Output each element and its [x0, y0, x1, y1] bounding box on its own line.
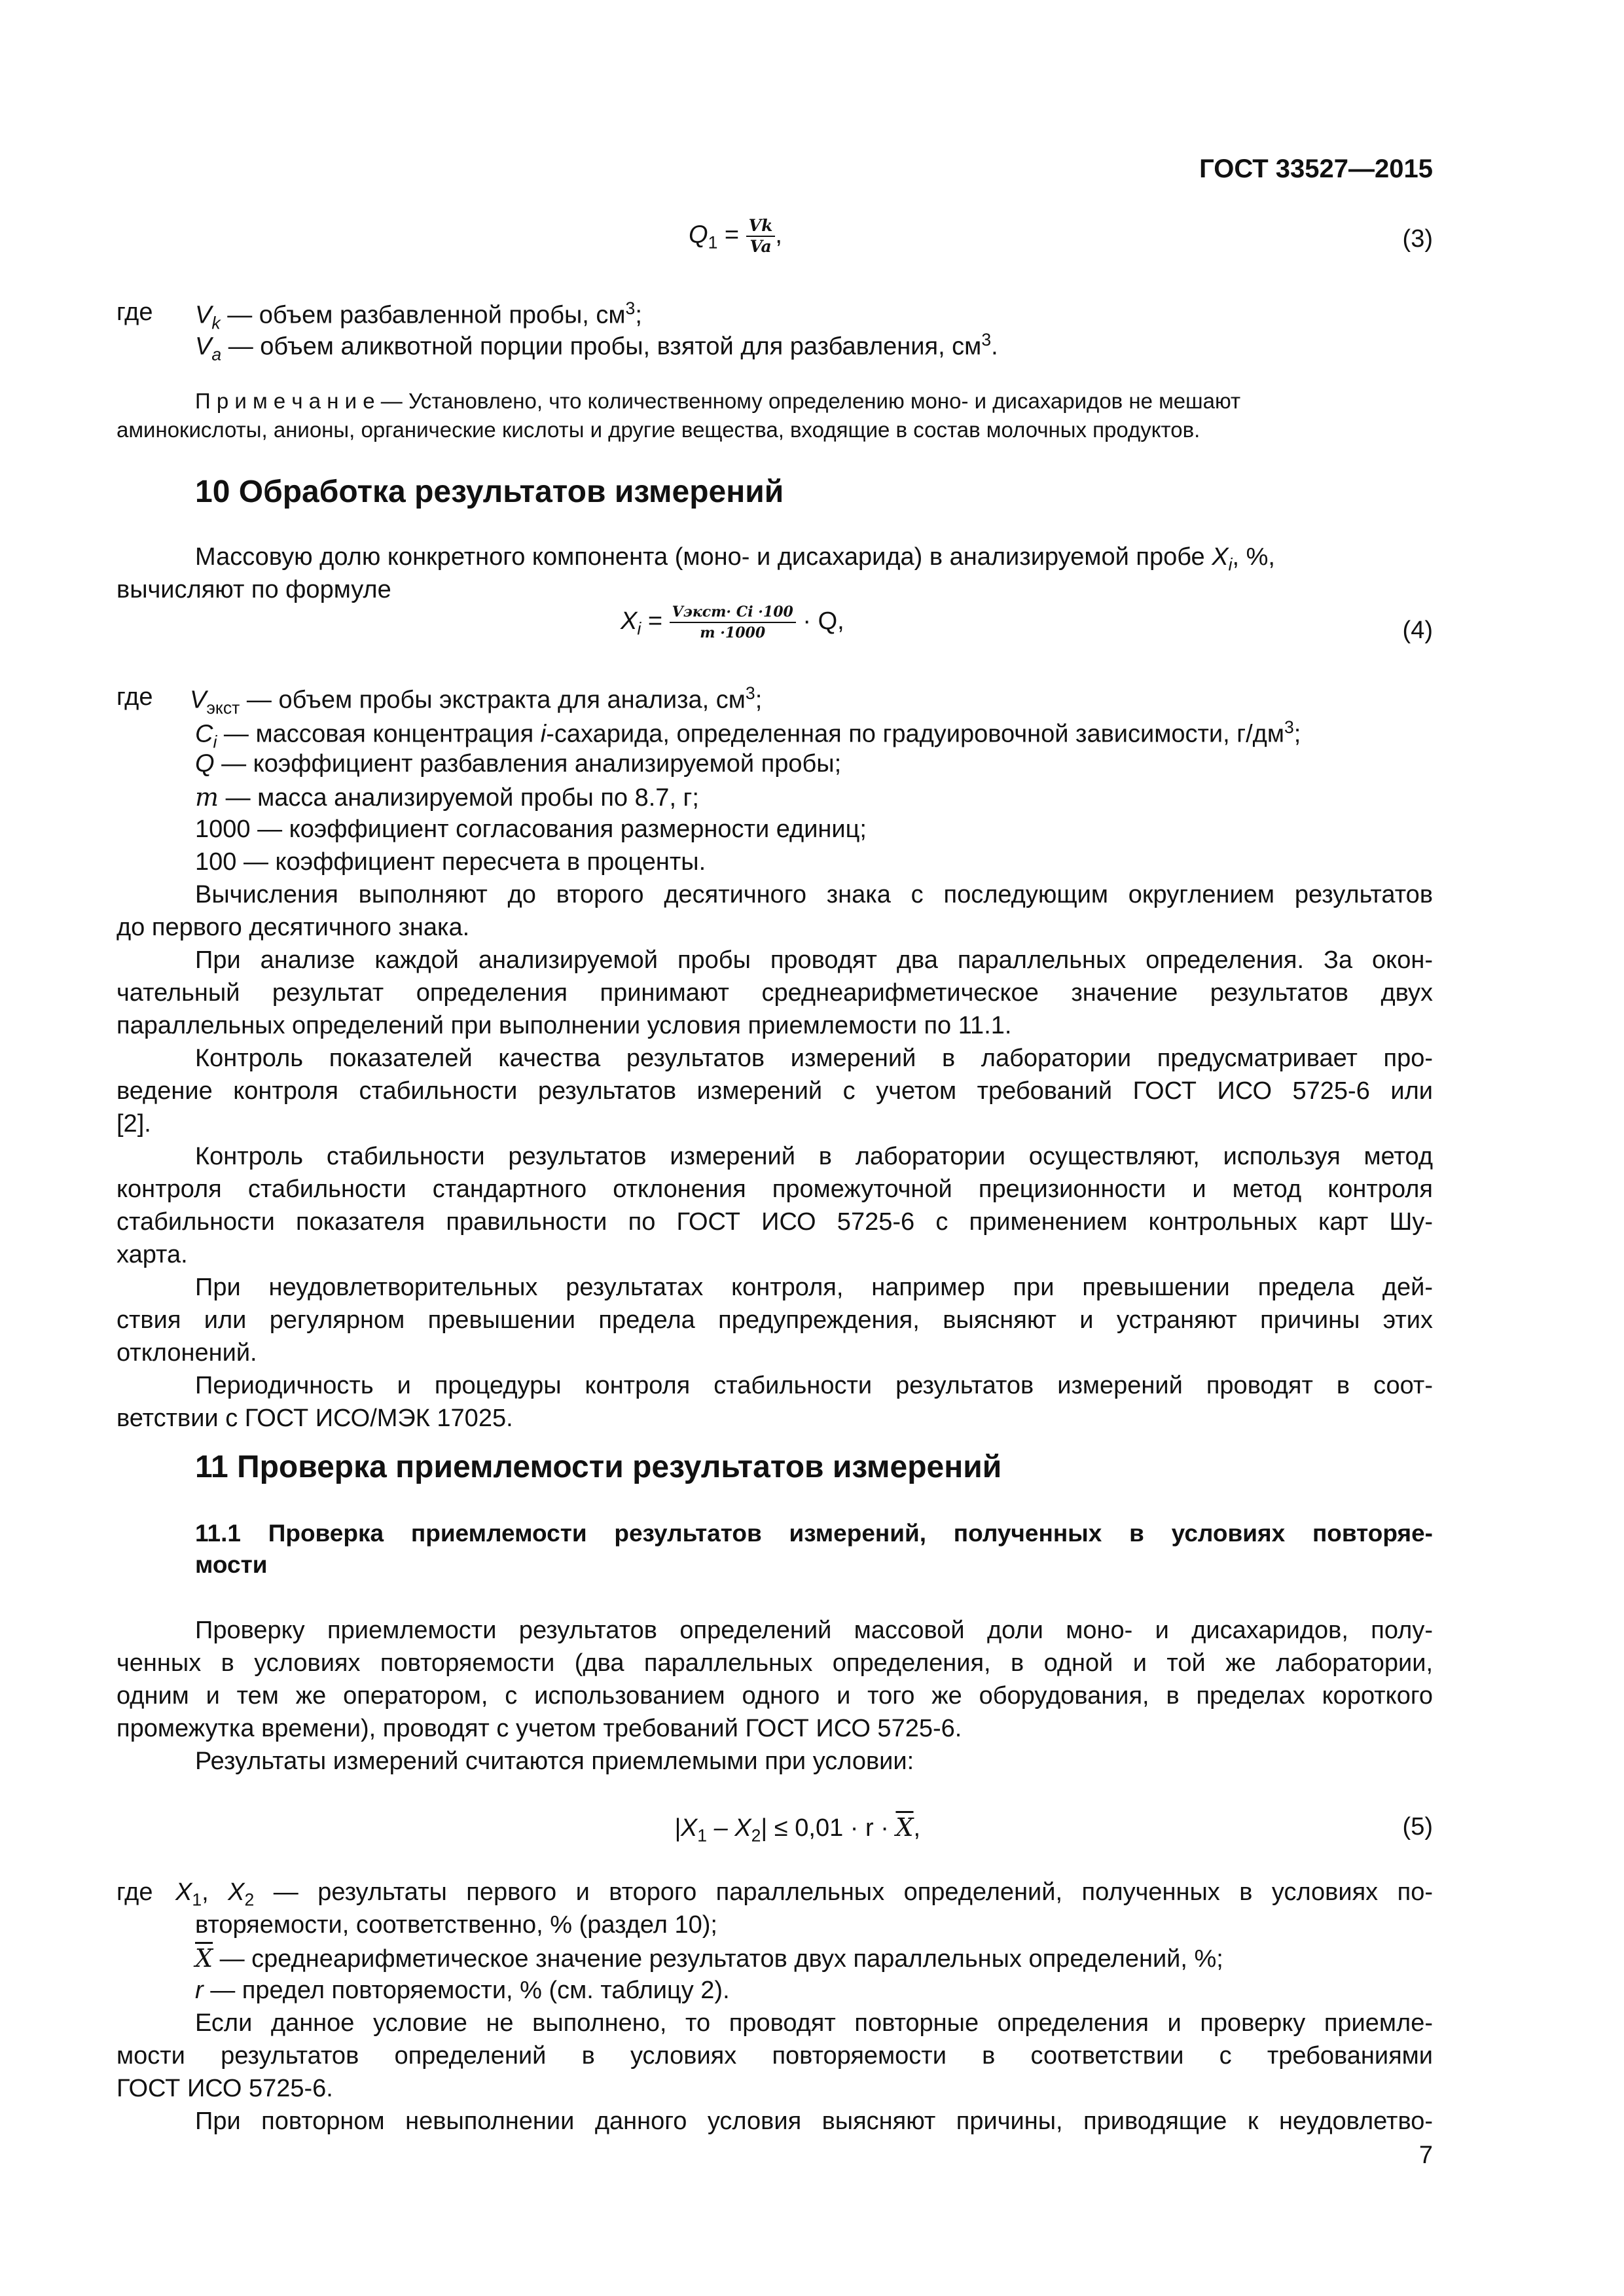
ci-sup: 3: [1284, 717, 1294, 737]
para-10-3-line-2: ведение контроля стабильности результатов измерений с учетом требований ГОСТ ИСО 5725-6 или: [117, 1077, 1433, 1105]
ci-italic-i: i: [540, 720, 547, 748]
formula-5-sub1: 1: [697, 1825, 708, 1846]
vk-description: — объем разбавленной пробы, см: [220, 301, 626, 329]
para-10-5-line-3: отклонений.: [117, 1339, 257, 1367]
para-10-4-line-1: Контроль стабильности результатов измерений в лаборатории осуществляют, используя метод: [195, 1143, 1433, 1170]
para-10-4-line-4: харта.: [117, 1241, 188, 1268]
va-symbol: V: [195, 332, 212, 361]
q-description: — коэффициент разбавления анализируемой пробы;: [214, 750, 842, 778]
page-number: 7: [1418, 2142, 1433, 2169]
para-10-2-line-2: чательный результат определения принимают среднеарифметическое значение результатов двух: [117, 979, 1433, 1007]
where-3-label: где: [117, 298, 153, 326]
formula-3-numerator: Vk: [746, 216, 776, 237]
ci-symbol: C: [195, 720, 213, 748]
ci-subscript: i: [213, 732, 217, 752]
section-10-title: 10 Обработка результатов измерений: [195, 475, 784, 509]
xbar-symbol: $\overline{X}$: [195, 1944, 213, 1973]
para-11-3-line-2: мости результатов определений в условиях повторяемости в соответствии с требованиями: [117, 2042, 1433, 2070]
where-5-label: где: [117, 1878, 153, 1906]
para-11-1-line-3: одним и тем же оператором, с использованием одного и того же оборудования, в пределах короткого: [117, 1682, 1433, 1710]
k1000-symbol: 1000: [195, 816, 251, 843]
formula-4-lhs-sub: i: [637, 619, 641, 639]
formula-4-numerator: Vэкст· Ci ·100: [670, 602, 796, 623]
para-11-1-line-2: ченных в условиях повторяемости (два параллельных определения, в одной и той же лаборатории,: [117, 1649, 1433, 1677]
formula-5-number: (5): [1402, 1813, 1433, 1840]
where-4-item-vext: [190, 683, 762, 718]
intro-text: Массовую долю конкретного компонента (моно- и дисахарида) в анализируемой пробе: [195, 543, 1212, 571]
ci-description-1: — массовая концентрация: [217, 720, 541, 748]
where-5-xbar: [195, 1944, 1223, 1973]
k100-description: — коэффициент пересчета в проценты.: [236, 848, 706, 876]
formula-4: [621, 602, 844, 643]
formula-5-right: | ≤ 0,01 · r ·: [761, 1814, 896, 1842]
k100-symbol: 100: [195, 848, 237, 876]
intro-symbol: X: [1212, 543, 1229, 571]
note-text-1: — Установлено, что количественному определению моно- и дисахаридов не мешают: [374, 389, 1241, 413]
m-description: — масса анализируемой пробы по 8.7, г;: [219, 784, 699, 812]
formula-4-tail: · Q,: [795, 607, 844, 636]
para-11-2: Результаты измерений считаются приемлемыми при условии:: [195, 1748, 914, 1775]
r-symbol: r: [195, 1977, 204, 2004]
ci-description-2: -сахарида, определенная по градуировочной зависимости, г/дм: [546, 720, 1284, 748]
subsection-11-1-title-line-1: 11.1 Проверка приемлемости результатов измерений, полученных в условиях повторяе-: [195, 1520, 1433, 1547]
m-symbol: m: [195, 783, 219, 812]
x2-sub: 2: [244, 1890, 255, 1910]
formula-3-fraction: [746, 216, 776, 257]
para-10-3-line-3: [2].: [117, 1110, 151, 1138]
note-label: П р и м е ч а н и е: [195, 389, 375, 413]
x1-sub: 1: [192, 1890, 202, 1910]
where-5-r: [195, 1977, 730, 2005]
where-4-label: где: [117, 683, 153, 711]
va-description: — объем аликвотной порции пробы, взятой для разбавления, см: [221, 332, 982, 361]
x1x2-description: — результаты первого и второго параллельных определений, полученных в условиях по-: [254, 1878, 1433, 1906]
para-10-2-line-3: параллельных определений при выполнении условия приемлемости по 11.1.: [117, 1012, 1012, 1039]
para-11-3-line-3: ГОСТ ИСО 5725-6.: [117, 2075, 333, 2102]
formula-5-sub2: 2: [751, 1825, 761, 1846]
where-4-item-ci: [195, 717, 1301, 752]
intro-tail: , %,: [1232, 543, 1275, 571]
para-10-1-line-2: до первого десятичного знака.: [117, 914, 470, 941]
vk-symbol: V: [195, 301, 212, 329]
para-10-1-line-1: Вычисления выполняют до второго десятичного знака с последующим округлением результатов: [195, 881, 1433, 908]
where-4-item-m: [195, 783, 699, 812]
ci-end: ;: [1293, 720, 1301, 748]
note-line-2: аминокислоты, анионы, органические кислоты и другие вещества, входящие в состав молочных продуктов.: [117, 418, 1200, 442]
para-11-1-line-1: Проверку приемлемости результатов определений массовой доли моно- и дисахаридов, полу-: [195, 1617, 1433, 1644]
va-subscript: a: [211, 344, 222, 365]
vext-description: — объем пробы экстракта для анализа, см: [240, 686, 746, 714]
formula-3-lhs: Q: [689, 221, 708, 249]
where-4-item-100: [195, 848, 706, 876]
where-5-line-2: вторяемости, соответственно, % (раздел 10);: [195, 1911, 717, 1939]
para-10-5-line-1: При неудовлетворительных результатах контроля, например при превышении предела дей-: [195, 1274, 1433, 1301]
formula-4-number: (4): [1402, 617, 1433, 644]
formula-3-denominator: Va: [749, 237, 772, 256]
intro-subscript: i: [1228, 554, 1233, 575]
section-11-title: 11 Проверка приемлемости результатов измерений: [195, 1450, 1002, 1484]
where-5-line-1: [175, 1878, 1433, 1910]
para-10-6-line-1: Периодичность и процедуры контроля стабильности результатов измерений проводят в соот-: [195, 1372, 1433, 1399]
formula-4-denominator: m ·1000: [700, 624, 766, 641]
section-10-intro-line-1: [195, 543, 1433, 575]
formula-3-equals: =: [717, 221, 746, 249]
formula-5-tail: ,: [913, 1814, 921, 1842]
q-symbol: Q: [195, 750, 215, 778]
para-10-6-line-2: ветствии с ГОСТ ИСО/МЭК 17025.: [117, 1405, 513, 1432]
where-4-item-1000: [195, 816, 867, 844]
section-10-intro-line-2: вычисляют по формуле: [117, 576, 391, 603]
para-10-2-line-1: При анализе каждой анализируемой пробы проводят два параллельных определения. За окон-: [195, 946, 1433, 974]
formula-3-lhs-sub: 1: [708, 232, 718, 253]
formula-5: [674, 1813, 920, 1846]
where-4-item-q: [195, 750, 841, 778]
para-11-3-line-1: Если данное условие не выполнено, то проводят повторные определения и проверку приемле-: [195, 2009, 1433, 2037]
formula-5-xbar: $\overline{X}$: [895, 1813, 914, 1842]
formula-3-tail: ,: [775, 221, 782, 249]
para-10-3-line-1: Контроль показателей качества результатов измерений в лаборатории предусматривает про-: [195, 1045, 1433, 1072]
xbar-description: — среднеарифметическое значение результатов двух параллельных определений, %;: [213, 1945, 1223, 1973]
para-10-4-line-3: стабильности показателя правильности по ГОСТ ИСО 5725-6 с применением контрольных карт Шу-: [117, 1208, 1433, 1236]
document-header-standard: ГОСТ 33527—2015: [1199, 154, 1433, 183]
formula-5-mid: – X: [707, 1814, 751, 1842]
k1000-description: — коэффициент согласования размерности единиц;: [250, 816, 867, 843]
vext-subscript: экст: [206, 698, 240, 718]
where-3-va: $V_a$ — объем аликвотной порции пробы, взятой для разбавления, $см^3$.: [195, 330, 998, 365]
formula-5-left: |X: [674, 1814, 698, 1842]
vk-subscript: k: [211, 313, 221, 333]
where-3-vk: $V_k$ — объем разбавленной пробы, $см^3$;: [195, 298, 642, 333]
x2-symbol: X: [228, 1878, 245, 1906]
vext-end: ;: [755, 686, 763, 714]
para-11-4-line-1: При повторном невыполнении данного условия выясняют причины, приводящие к неудовлетво-: [195, 2108, 1433, 2135]
formula-3-number: (3): [1402, 225, 1433, 253]
note-line-1: [195, 389, 1433, 414]
formula-4-equals: =: [641, 607, 670, 636]
formula-4-lhs: X: [621, 607, 638, 636]
vext-sup: 3: [745, 683, 755, 703]
para-11-1-line-4: промежутка времени), проводят с учетом требований ГОСТ ИСО 5725-6.: [117, 1715, 962, 1742]
x1-symbol: X: [175, 1878, 192, 1906]
subsection-11-1-title-line-2: мости: [195, 1551, 268, 1578]
r-description: — предел повторяемости, % (см. таблицу 2).: [203, 1977, 730, 2004]
formula-3: [689, 216, 782, 257]
formula-4-fraction: [670, 602, 796, 643]
para-10-5-line-2: ствия или регулярном превышении предела предупреждения, выясняют и устраняют причины этих: [117, 1306, 1433, 1334]
para-10-4-line-2: контроля стабильности стандартного отклонения промежуточной прецизионности и метод контроля: [117, 1175, 1433, 1203]
x-separator: ,: [202, 1878, 228, 1906]
vext-symbol: V: [190, 686, 207, 714]
